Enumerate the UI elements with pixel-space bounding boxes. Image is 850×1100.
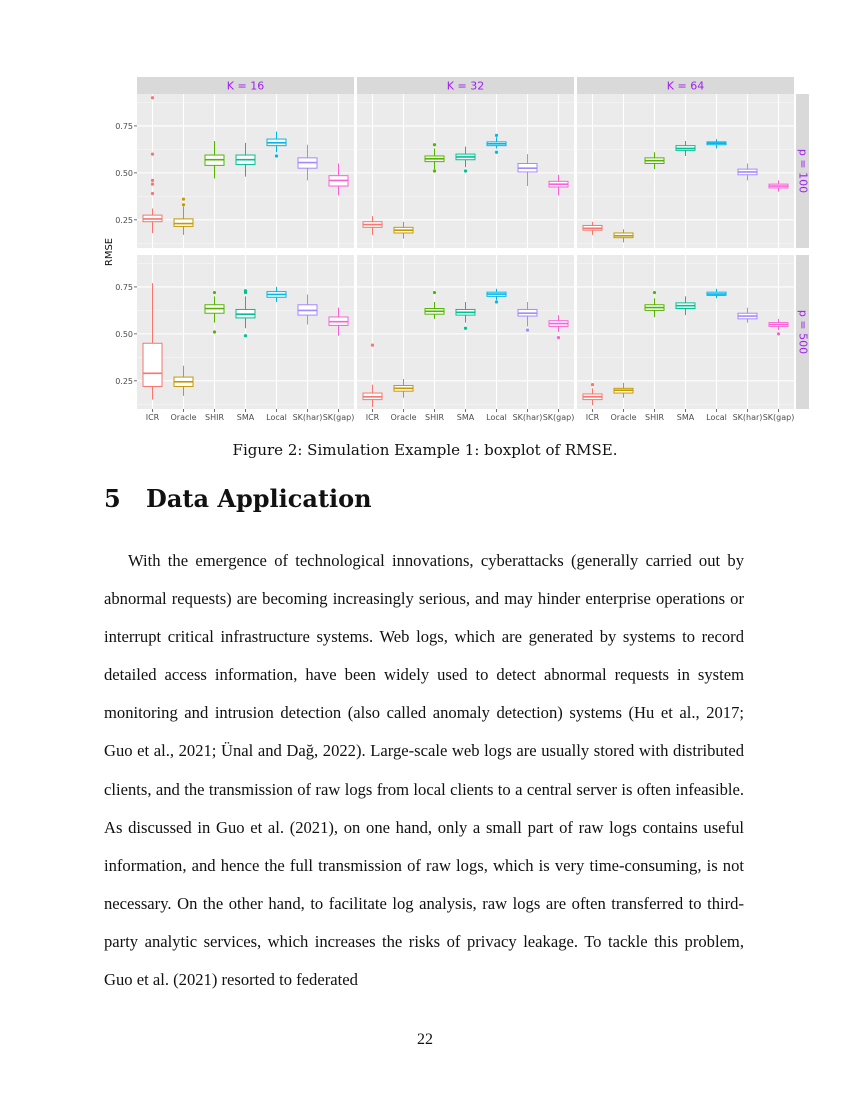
y-tick-label: 0.25 <box>115 376 133 386</box>
outlier-point <box>151 192 154 195</box>
x-tick-label: Oracle <box>390 413 417 422</box>
facet-label-column: K = 16 <box>226 79 265 93</box>
x-tick-label: Oracle <box>170 413 197 422</box>
outlier-point <box>495 300 498 303</box>
y-axis-title: RMSE <box>104 237 115 267</box>
outlier-point <box>433 291 436 294</box>
x-tick-label: ICR <box>145 413 160 422</box>
outlier-point <box>495 151 498 154</box>
outlier-point <box>464 327 467 330</box>
x-tick-label: SK(har) <box>292 413 323 422</box>
x-tick-label: Local <box>706 413 727 422</box>
section-number: 5 <box>104 484 121 513</box>
outlier-point <box>151 152 154 155</box>
outlier-point <box>244 289 247 292</box>
x-tick-label: Local <box>266 413 287 422</box>
outlier-point <box>591 383 594 386</box>
page-number: 22 <box>417 1031 433 1048</box>
x-tick-label: SK(gap) <box>542 413 575 422</box>
outlier-point <box>151 183 154 186</box>
x-tick-label: SK(har) <box>512 413 543 422</box>
outlier-point <box>371 344 374 347</box>
facet-label-row: p = 500 <box>796 309 810 355</box>
x-tick-label: SK(gap) <box>762 413 795 422</box>
outlier-point <box>151 179 154 182</box>
outlier-point <box>182 198 185 201</box>
y-tick-label: 0.75 <box>115 282 133 292</box>
outlier-point <box>275 154 278 157</box>
y-tick-label: 0.50 <box>115 168 133 178</box>
outlier-point <box>433 169 436 172</box>
outlier-point <box>653 291 656 294</box>
body-paragraph: With the emergence of technological innovations, cyberattacks (generally carried out by abnormal requests) are becoming increasingly serious, and may hinder enterprise operations or interrupt critical infrastructure systems. Web logs, which are generated by systems to record detailed access information, have been widely used to detect abnormal requests in system monitoring and intrusion detection (also called anomaly detection) systems (Hu et al., 2017; Guo et al., 2021; Ünal and Dağ, 2022). Large-scale web logs are usually stored with distributed clients, and the transmission of raw logs from local clients to a central server is often infeasible. As discussed in Guo et al. (2021), on one hand, only a small part of raw logs contains useful information, and hence the full transmission of raw logs, which is very time-consuming, is not necessary. On the other hand, to facilitate log analysis, raw logs are often transferred to third-party analytic services, which increases the risks of privacy leakage. To tackle this problem, Guo et al. (2021) resorted to federated <box>104 551 744 990</box>
x-tick-label: ICR <box>365 413 380 422</box>
x-tick-label: SMA <box>456 413 475 422</box>
outlier-point <box>151 96 154 99</box>
outlier-point <box>557 336 560 339</box>
x-tick-label: SHIR <box>204 413 225 422</box>
y-tick-label: 0.50 <box>115 329 133 339</box>
x-tick-label: SMA <box>236 413 255 422</box>
facet-label-column: K = 64 <box>666 79 705 93</box>
outlier-point <box>213 291 216 294</box>
y-tick-label: 0.75 <box>115 121 133 131</box>
x-tick-label: SK(gap) <box>322 413 355 422</box>
y-tick-label: 0.25 <box>115 215 133 225</box>
x-tick-label: SHIR <box>424 413 445 422</box>
box-iqr <box>174 219 193 227</box>
x-tick-label: ICR <box>585 413 600 422</box>
x-tick-label: Oracle <box>610 413 637 422</box>
outlier-point <box>777 332 780 335</box>
facet-label-column: K = 32 <box>446 79 485 93</box>
section-heading <box>104 484 372 513</box>
x-tick-label: SMA <box>676 413 695 422</box>
x-tick-label: Local <box>486 413 507 422</box>
outlier-point <box>495 134 498 137</box>
section-title: Data Application <box>146 484 372 513</box>
outlier-point <box>464 169 467 172</box>
x-tick-label: SK(har) <box>732 413 763 422</box>
outlier-point <box>433 143 436 146</box>
facet-label-row: p = 100 <box>796 148 810 194</box>
x-tick-label: SHIR <box>644 413 665 422</box>
figure-caption: Figure 2: Simulation Example 1: boxplot of RMSE. <box>232 441 618 459</box>
outlier-point <box>526 329 529 332</box>
outlier-point <box>213 330 216 333</box>
outlier-point <box>244 334 247 337</box>
box-iqr <box>143 343 162 386</box>
boxplot-figure <box>0 0 850 440</box>
outlier-point <box>182 203 185 206</box>
